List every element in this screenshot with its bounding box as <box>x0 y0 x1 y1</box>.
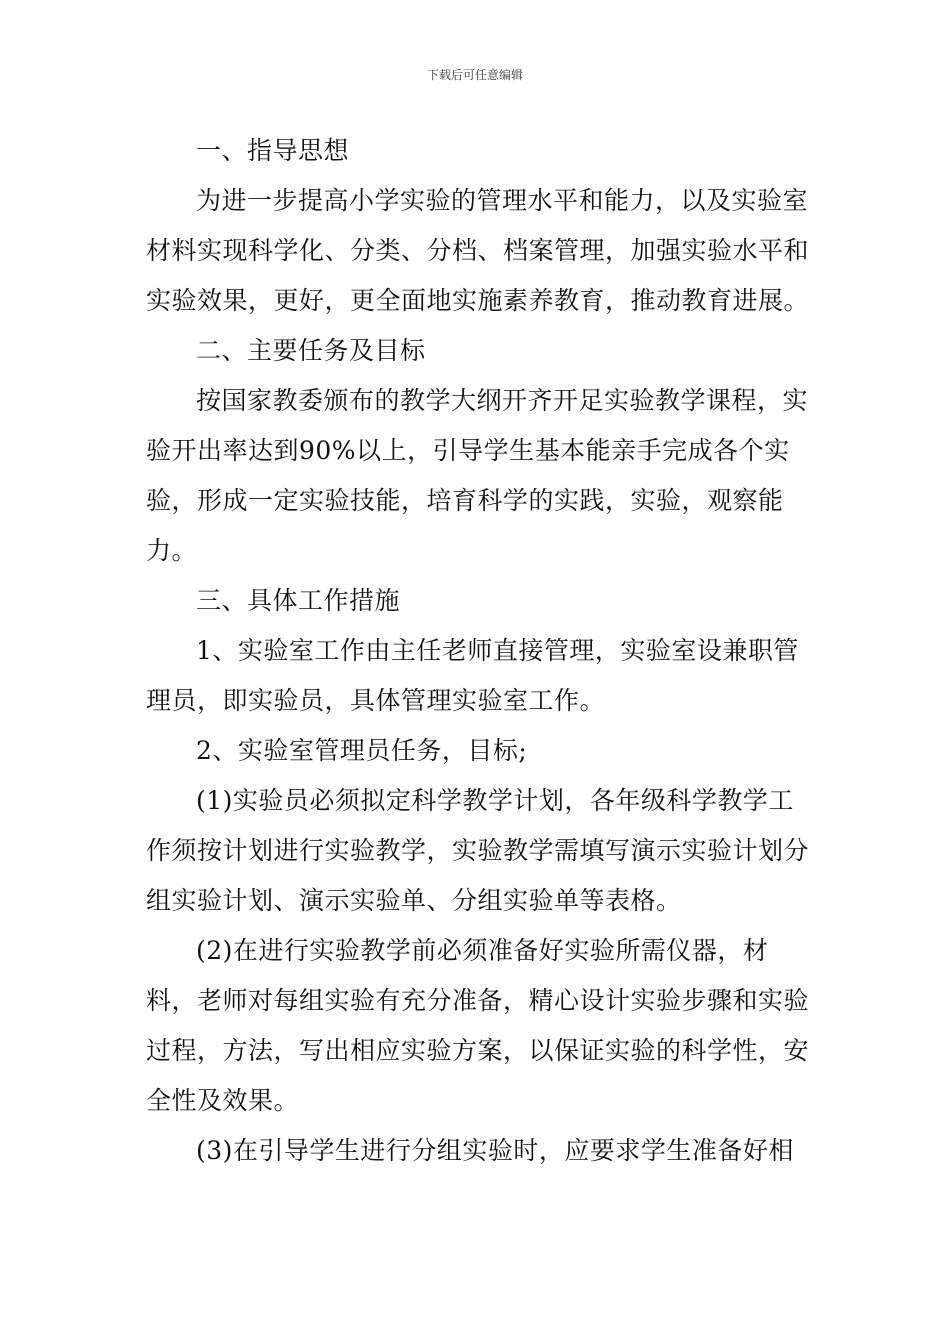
paragraph-guiding-ideology: 为进一步提高小学实验的管理水平和能力，以及实验室材料实现科学化、分类、分档、档案管理，加强实验水平和实验效果，更好，更全面地实施素养教育，推动教育进展。 <box>146 186 810 315</box>
paragraph-item-2: (2)在进行实验教学前必须准备好实验所需仪器，材料，老师对每组实验有充分准备，精心设计实验步骤和实验过程，方法，写出相应实验方案，以保证实验的科学性，安全性及效果。 <box>146 936 810 1115</box>
paragraph-item-1: (1)实验员必须拟定科学教学计划，各年级科学教学工作须按计划进行实验教学，实验教学需填写演示实验计划分组实验计划、演示实验单、分组实验单等表格。 <box>146 786 810 915</box>
section-heading-guiding-ideology: 一、指导思想 <box>196 136 350 165</box>
paragraph-measure-2: 2、实验室管理员任务，目标; <box>196 736 528 765</box>
paragraph-main-tasks: 按国家教委颁布的教学大纲开齐开足实验教学课程，实验开出率达到90%以上，引导学生基本能亲手完成各个实验，形成一定实验技能，培育科学的实践，实验，观察能力。 <box>146 386 809 565</box>
section-heading-specific-measures: 三、具体工作措施 <box>196 586 401 615</box>
paragraph-measure-1: 1、实验室工作由主任老师直接管理，实验室设兼职管理员，即实验员，具体管理实验室工作。 <box>146 636 799 715</box>
paragraph-item-3: (3)在引导学生进行分组实验时，应要求学生准备好相 <box>196 1136 794 1165</box>
document-body <box>146 126 810 1176</box>
section-heading-main-tasks: 二、主要任务及目标 <box>196 336 426 365</box>
page-header-note: 下载后可任意编辑 <box>426 68 523 82</box>
